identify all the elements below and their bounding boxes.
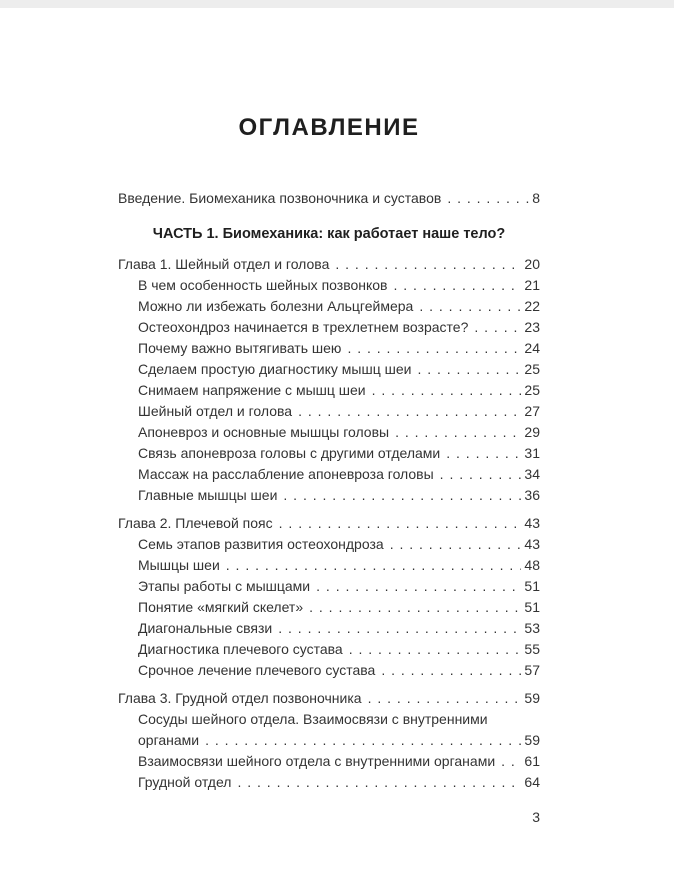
dot-leader	[446, 443, 521, 464]
toc-entry-page: 36	[524, 487, 540, 503]
dot-leader	[381, 660, 521, 681]
toc-entry	[118, 275, 540, 296]
toc-entry	[118, 317, 540, 338]
toc-entry-page: 25	[524, 382, 540, 398]
dot-leader	[205, 730, 521, 751]
dot-leader	[440, 464, 522, 485]
dot-leader	[395, 422, 521, 443]
dot-leader	[349, 639, 522, 660]
part-heading: ЧАСТЬ 1. Биомеханика: как работает наше тело?	[152, 226, 506, 242]
toc-entry-label: Снимаем напряжение с мышц шеи	[138, 382, 366, 398]
toc-entry-page: 64	[524, 774, 540, 790]
toc-entry-label: Взаимосвязи шейного отдела с внутренними органами	[138, 753, 496, 769]
toc-entry	[118, 464, 540, 485]
dot-leader	[372, 380, 522, 401]
toc-entry	[118, 513, 540, 534]
toc-entry-page: 53	[524, 620, 540, 636]
toc-entry-page: 59	[524, 690, 540, 706]
toc-entry-label: Апоневроз и основные мышцы головы	[138, 424, 390, 440]
toc-entry-label: Введение. Биомеханика позвоночника и суставов	[118, 190, 442, 206]
toc-entry	[118, 772, 540, 793]
toc-entry-label: Сделаем простую диагностику мышц шеи	[138, 361, 412, 377]
toc-entry-page: 55	[524, 641, 540, 657]
toc-entry-page: 24	[524, 340, 540, 356]
toc-entry-label: Остеохондроз начинается в трехлетнем возрасте?	[138, 319, 469, 335]
toc-entry-label: Семь этапов развития остеохондроза	[138, 536, 384, 552]
folio-page-number: 3	[532, 809, 540, 825]
dot-leader	[226, 555, 522, 576]
toc-entry-label: Можно ли избежать болезни Альцгеймера	[138, 298, 414, 314]
toc-entry-page: 25	[524, 361, 540, 377]
toc-entry-page: 27	[524, 403, 540, 419]
dot-leader	[368, 688, 522, 709]
toc-page	[0, 8, 674, 825]
toc-entry-label: Диагностика плечевого сустава	[138, 641, 343, 657]
toc-entry-label: органами	[138, 732, 200, 748]
toc-entry	[118, 254, 540, 275]
toc-entry	[118, 751, 540, 772]
toc-entry-page: 8	[532, 190, 540, 206]
toc-entry-page: 22	[524, 298, 540, 314]
toc-entry-page: 43	[524, 536, 540, 552]
toc-entry-page: 51	[524, 578, 540, 594]
dot-leader	[447, 188, 529, 209]
toc-entry-label: Глава 1. Шейный отдел и голова	[118, 256, 330, 272]
toc-entry	[118, 688, 540, 709]
toc-entry-label: Массаж на расслабление апоневроза головы	[138, 466, 434, 482]
dot-leader	[417, 359, 521, 380]
toc-entry	[118, 618, 540, 639]
toc-entry-page: 57	[524, 662, 540, 678]
toc-entry	[118, 709, 540, 730]
toc-entry	[118, 660, 540, 681]
toc-entry	[118, 422, 540, 443]
dot-leader	[309, 597, 521, 618]
dot-leader	[335, 254, 521, 275]
toc-entry-page: 20	[524, 256, 540, 272]
toc-entry-page: 31	[524, 445, 540, 461]
toc-entry-label: Понятие «мягкий скелет»	[138, 599, 304, 615]
toc-entry	[118, 555, 540, 576]
page-title: ОГЛАВЛЕНИЕ	[238, 114, 420, 141]
toc-entry	[118, 380, 540, 401]
dot-leader	[419, 296, 521, 317]
toc-entry-label: Этапы работы с мышцами	[138, 578, 311, 594]
toc-entry-label: Грудной отдел	[138, 774, 232, 790]
toc-entry	[118, 401, 540, 422]
toc-entry	[118, 730, 540, 751]
toc-entry-page: 21	[524, 277, 540, 293]
toc-entry-label: Почему важно вытягивать шею	[138, 340, 342, 356]
toc-entry-page: 29	[524, 424, 540, 440]
toc-entry-page: 23	[524, 319, 540, 335]
toc-entry-label: Связь апоневроза головы с другими отделами	[138, 445, 441, 461]
toc-entry-label: Мышцы шеи	[138, 557, 220, 573]
toc-entry-page: 34	[524, 466, 540, 482]
toc-entry	[118, 359, 540, 380]
dot-leader	[474, 317, 521, 338]
toc-entry-label: Диагональные связи	[138, 620, 273, 636]
toc-entry	[118, 485, 540, 506]
toc-entry-page: 61	[524, 753, 540, 769]
toc-entry-label: Глава 2. Плечевой пояс	[118, 515, 273, 531]
toc-entry	[118, 338, 540, 359]
toc-entry	[118, 188, 540, 209]
dot-leader	[347, 338, 521, 359]
dot-leader	[298, 401, 521, 422]
toc-entry-page: 43	[524, 515, 540, 531]
toc-entry	[118, 597, 540, 618]
toc-entry-label: В чем особенность шейных позвонков	[138, 277, 388, 293]
dot-leader	[279, 513, 522, 534]
toc-entry	[118, 639, 540, 660]
toc-entry-label: Шейный отдел и голова	[138, 403, 293, 419]
page-top-strip	[0, 0, 674, 8]
toc-entry	[118, 296, 540, 317]
toc-entry-label: Срочное лечение плечевого сустава	[138, 662, 376, 678]
dot-leader	[278, 618, 521, 639]
toc-entry-label: Глава 3. Грудной отдел позвоночника	[118, 690, 362, 706]
toc-entry	[118, 534, 540, 555]
dot-leader	[316, 576, 521, 597]
toc-entry	[118, 443, 540, 464]
dot-leader	[501, 751, 521, 772]
dot-leader	[237, 772, 521, 793]
toc-entry-label: Сосуды шейного отдела. Взаимосвязи с внутренними	[138, 711, 488, 727]
toc-entry-page: 48	[524, 557, 540, 573]
toc-entry-label: Главные мышцы шеи	[138, 487, 278, 503]
toc-entry	[118, 576, 540, 597]
toc-entry-page: 51	[524, 599, 540, 615]
toc-entry-page: 59	[524, 732, 540, 748]
dot-leader	[390, 534, 522, 555]
dot-leader	[394, 275, 522, 296]
dot-leader	[283, 485, 521, 506]
